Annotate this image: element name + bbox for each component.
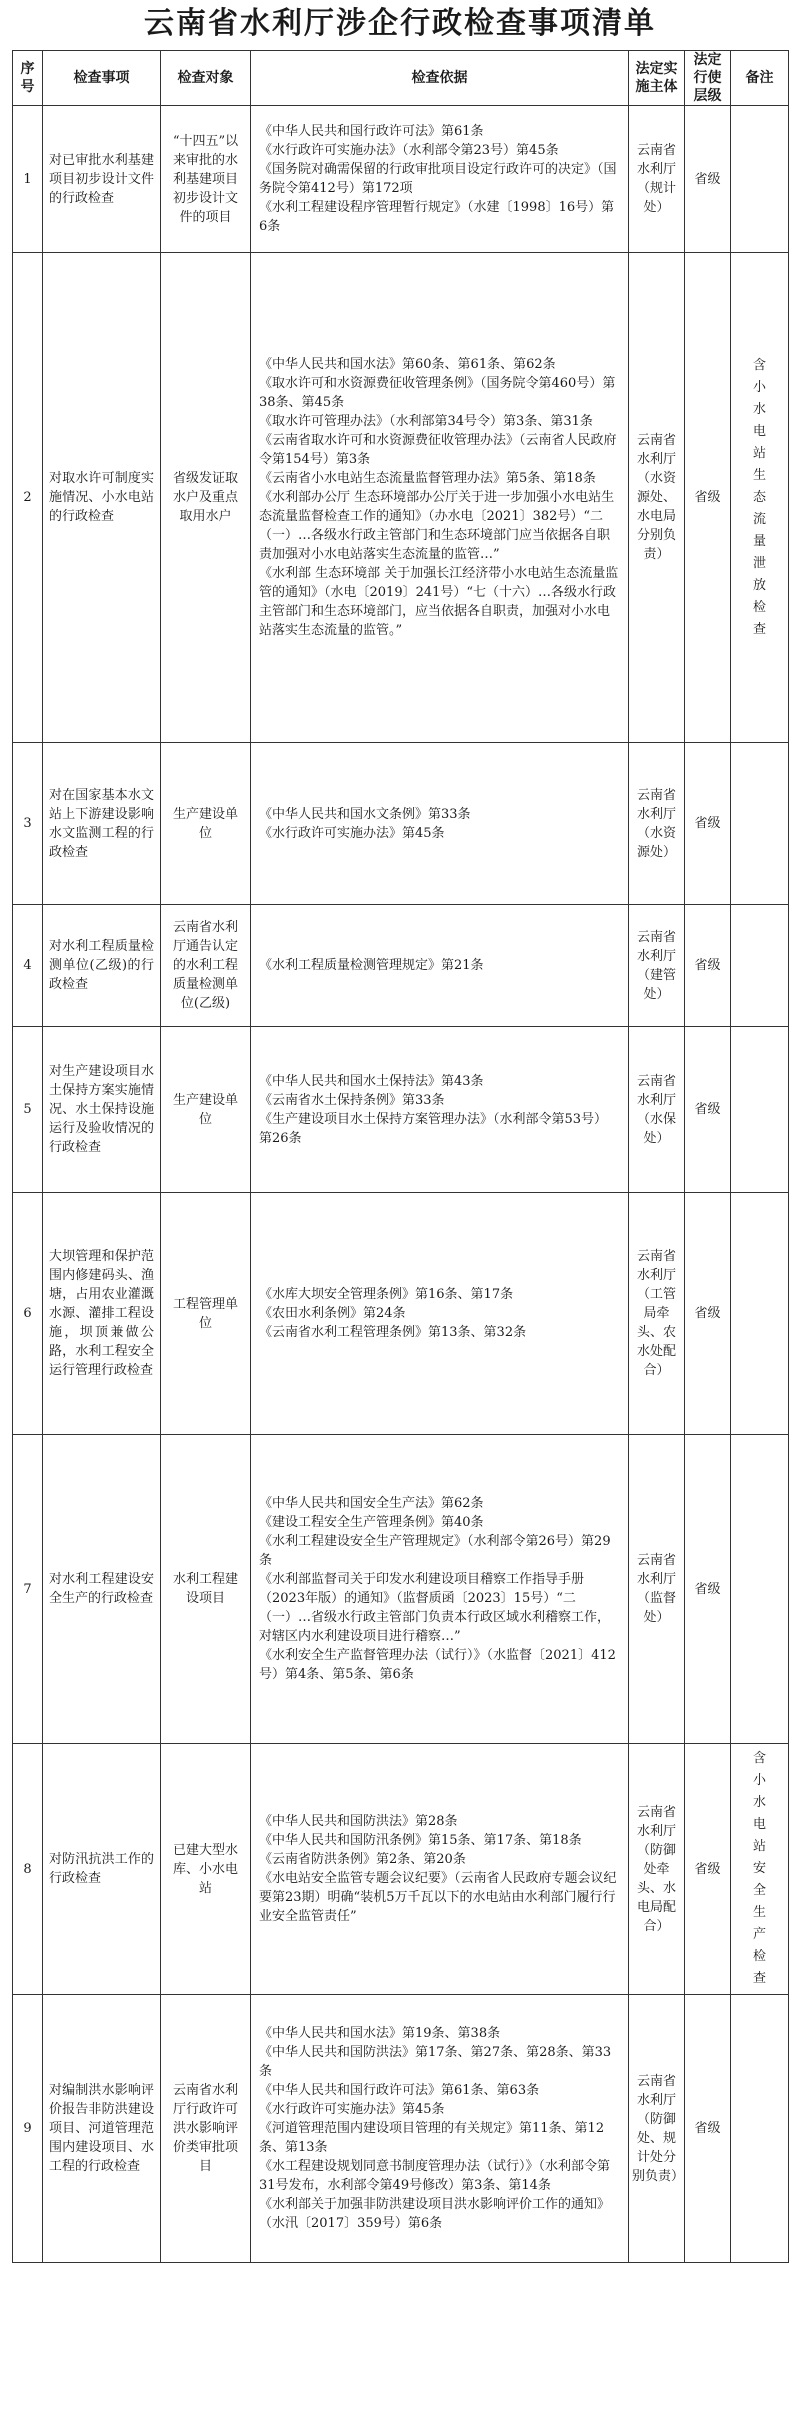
row-note: 含小水电站安全生产检查: [752, 1751, 766, 1986]
row-item: 大坝管理和保护范围内修建码头、渔塘，占用农业灌溉水源、灌排工程设施，坝顶兼做公路，水利工程安全运行管理行政检查: [43, 1193, 161, 1435]
row-seq: 4: [13, 905, 43, 1027]
basis-line: 《中华人民共和国防汛条例》第15条、第17条、第18条: [259, 1833, 582, 1848]
basis-line: 《水利部监督司关于印发水利建设项目稽察工作指导手册（2023年版）的通知》（监督质函〔2023〕15号）“二（一）…省级水行政主管部门负责本行政区域水利稽察工作，对辖区内水利建设项目进行稽察…”: [259, 1572, 611, 1644]
row-item: 对水利工程建设安全生产的行政检查: [43, 1435, 161, 1744]
header-basis: 检查依据: [251, 51, 629, 106]
header-seq: 序号: [13, 51, 43, 106]
table-row: [13, 253, 789, 743]
row-basis: [251, 1193, 629, 1435]
row-level: 省级: [685, 253, 731, 743]
basis-line: 《水电站安全监管专题会议纪要》（云南省人民政府专题会议纪要第23期）明确“装机5万千瓦以下的水电站由水利部门履行行业安全监管责任”: [259, 1871, 617, 1924]
row-seq: 5: [13, 1027, 43, 1193]
table-row: [13, 1995, 789, 2263]
row-subject: 云南省水利厅（水资源处、水电局分别负责）: [629, 253, 685, 743]
basis-line: 《水利安全生产监督管理办法（试行）》（水监督〔2021〕412号）第4条、第5条、第6条: [259, 1648, 616, 1682]
row-basis: [251, 905, 629, 1027]
row-level: 省级: [685, 1995, 731, 2263]
basis-line: 《河道管理范围内建设项目管理的有关规定》第11条、第12条、第13条: [259, 2121, 605, 2155]
header-note: 备注: [731, 51, 789, 106]
row-level: 省级: [685, 1193, 731, 1435]
row-basis: [251, 1435, 629, 1744]
page-title: 云南省水利厅涉企行政检查事项清单: [144, 6, 656, 41]
row-target: “十四五”以来审批的水利基建项目初步设计文件的项目: [161, 106, 251, 253]
basis-line: 《中华人民共和国行政许可法》第61条: [259, 124, 484, 139]
row-basis: [251, 1027, 629, 1193]
basis-line: 《中华人民共和国安全生产法》第62条: [259, 1496, 484, 1511]
row-item: 对防汛抗洪工作的行政检查: [43, 1744, 161, 1995]
row-subject: 云南省水利厅（水保处）: [629, 1027, 685, 1193]
table-row: [13, 905, 789, 1027]
row-target: 水利工程建设项目: [161, 1435, 251, 1744]
basis-line: 《中华人民共和国水土保持法》第43条: [259, 1073, 484, 1089]
header-item: 检查事项: [43, 51, 161, 106]
row-level: 省级: [685, 743, 731, 905]
basis-line: 《水利工程质量检测管理规定》第21条: [259, 958, 484, 973]
inspection-table: [12, 50, 789, 2263]
basis-line: 《中华人民共和国水法》第60条、第61条、第62条: [259, 357, 556, 372]
row-seq: 8: [13, 1744, 43, 1995]
basis-line: 《水行政许可实施办法》第45条: [259, 825, 445, 841]
row-seq: 3: [13, 743, 43, 905]
basis-line: 《中华人民共和国水法》第19条、第38条: [259, 2026, 501, 2041]
row-subject: 云南省水利厅（监督处）: [629, 1435, 685, 1744]
table-header-row: [13, 51, 789, 106]
row-seq: 1: [13, 106, 43, 253]
basis-line: 《水利工程建设安全生产管理规定》（水利部令第26号）第29条: [259, 1534, 611, 1568]
basis-line: 《生产建设项目水土保持方案管理办法》（水利部令第53号）第26条: [259, 1111, 608, 1146]
row-target: 云南省水利厅行政许可洪水影响评价类审批项目: [161, 1995, 251, 2263]
row-subject: 云南省水利厅（建管处）: [629, 905, 685, 1027]
basis-line: 《中华人民共和国水文条例》第33条: [259, 806, 471, 822]
row-item: 对水利工程质量检测单位(乙级)的行政检查: [43, 905, 161, 1027]
row-subject: 云南省水利厅（防御处牵头、水电局配合）: [629, 1744, 685, 1995]
basis-line: 《农田水利条例》第24条: [259, 1306, 406, 1321]
row-target: 省级发证取水户及重点取用水户: [161, 253, 251, 743]
row-target: 云南省水利厅通告认定的水利工程质量检测单位(乙级): [161, 905, 251, 1027]
basis-line: 《水利部关于加强非防洪建设项目洪水影响评价工作的通知》（水汛〔2017〕359号）第6条: [259, 2197, 611, 2231]
row-subject: 云南省水利厅（工管局牵头、农水处配合）: [629, 1193, 685, 1435]
basis-line: 《云南省水利工程管理条例》第13条、第32条: [259, 1325, 527, 1340]
row-target: 已建大型水库、小水电站: [161, 1744, 251, 1995]
row-level: 省级: [685, 1744, 731, 1995]
basis-line: 《水行政许可实施办法》（水利部令第23号）第45条: [259, 143, 559, 158]
row-subject: 云南省水利厅（防御处、规计处分别负责）: [629, 1995, 685, 2263]
table-row: [13, 1744, 789, 1995]
row-target: 工程管理单位: [161, 1193, 251, 1435]
header-level: 法定行使层级: [685, 51, 731, 106]
row-basis: [251, 106, 629, 253]
row-item: 对在国家基本水文站上下游建设影响水文监测工程的行政检查: [43, 743, 161, 905]
row-item: 对生产建设项目水土保持方案实施情况、水土保持设施运行及验收情况的行政检查: [43, 1027, 161, 1193]
row-level: 省级: [685, 1435, 731, 1744]
row-basis: [251, 1995, 629, 2263]
header-subject: 法定实施主体: [629, 51, 685, 106]
basis-line: 《云南省取水许可和水资源费征收管理办法》（云南省人民政府令第154号）第3条: [259, 433, 617, 467]
table-row: [13, 1435, 789, 1744]
row-basis: [251, 1744, 629, 1995]
basis-line: 《中华人民共和国防洪法》第17条、第27条、第28条、第33条: [259, 2045, 612, 2079]
row-note: 含小水电站生态流量泄放检查: [752, 357, 766, 637]
basis-line: 《取水许可和水资源费征收管理条例》（国务院令第460号）第38条、第45条: [259, 376, 616, 410]
table-row: [13, 743, 789, 905]
row-seq: 7: [13, 1435, 43, 1744]
basis-line: 《云南省防洪条例》第2条、第20条: [259, 1852, 466, 1867]
basis-line: 《取水许可管理办法》（水利部第34号令）第3条、第31条: [259, 414, 593, 429]
header-target: 检查对象: [161, 51, 251, 106]
table-row: [13, 1027, 789, 1193]
row-target: 生产建设单位: [161, 1027, 251, 1193]
row-item: 对编制洪水影响评价报告非防洪建设项目、河道管理范围内建设项目、水工程的行政检查: [43, 1995, 161, 2263]
basis-line: 《水工程建设规划同意书制度管理办法（试行）》（水利部令第31号发布，水利部令第49号修改）第3条、第14条: [259, 2159, 611, 2193]
row-level: 省级: [685, 1027, 731, 1193]
row-seq: 6: [13, 1193, 43, 1435]
row-seq: 9: [13, 1995, 43, 2263]
basis-line: 《云南省水土保持条例》第33条: [259, 1092, 445, 1108]
table-row: [13, 1193, 789, 1435]
row-seq: 2: [13, 253, 43, 743]
row-subject: 云南省水利厅（规计处）: [629, 106, 685, 253]
table-row: [13, 106, 789, 253]
row-item: 对已审批水利基建项目初步设计文件的行政检查: [43, 106, 161, 253]
basis-line: 《水库大坝安全管理条例》第16条、第17条: [259, 1287, 514, 1302]
row-subject: 云南省水利厅（水资源处）: [629, 743, 685, 905]
row-level: 省级: [685, 905, 731, 1027]
basis-line: 《水利部办公厅 生态环境部办公厅关于进一步加强小水电站生态流量监督检查工作的通知》（办水电〔2021〕382号）“二（一）…各级水行政主管部门和生态环境部门应当依据各自职责加强对小水电站落实生态流量的监管…”: [259, 490, 615, 562]
basis-line: 《中华人民共和国行政许可法》第61条、第63条: [259, 2083, 540, 2098]
basis-line: 《中华人民共和国防洪法》第28条: [259, 1814, 458, 1829]
basis-line: 《水行政许可实施办法》第45条: [259, 2102, 445, 2117]
row-level: 省级: [685, 106, 731, 253]
row-basis: [251, 743, 629, 905]
row-basis: [251, 253, 629, 743]
basis-line: 《水利部 生态环境部 关于加强长江经济带小水电站生态流量监管的通知》（水电〔2019〕241号）“七（十六）…各级水行政主管部门和生态环境部门，应当依据各自职责，加强对小水电站落实生态流量的监管。”: [259, 566, 619, 638]
basis-line: 《云南省小水电站生态流量监督管理办法》第5条、第18条: [259, 471, 596, 486]
basis-line: 《国务院对确需保留的行政审批项目设定行政许可的决定》（国务院令第412号）第172项: [259, 162, 617, 196]
basis-line: 《水利工程建设程序管理暂行规定》（水建〔1998〕16号）第6条: [259, 200, 615, 234]
basis-line: 《建设工程安全生产管理条例》第40条: [259, 1515, 484, 1530]
row-item: 对取水许可制度实施情况、小水电站的行政检查: [43, 253, 161, 743]
row-target: 生产建设单位: [161, 743, 251, 905]
